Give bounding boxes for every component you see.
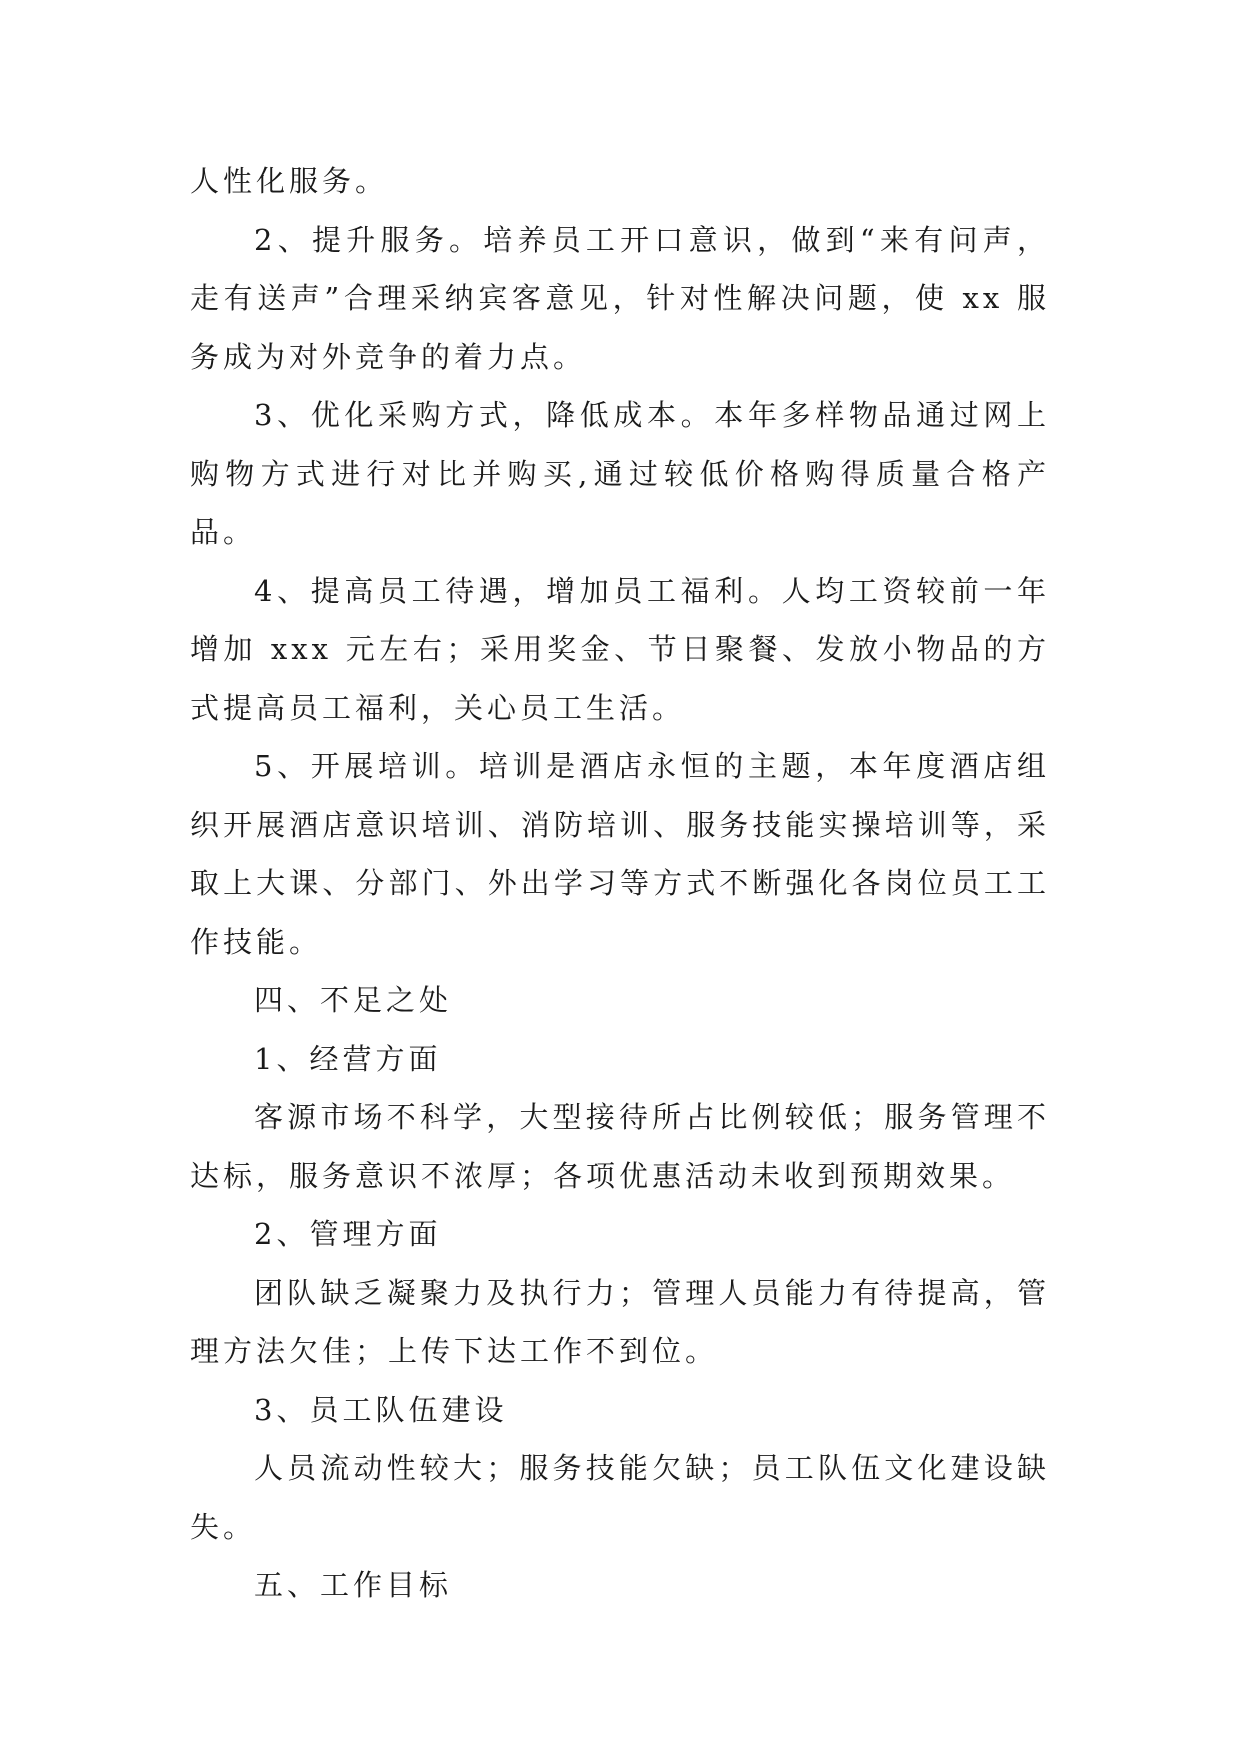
- paragraph-operations: 客源市场不科学，大型接待所占比例较低；服务管理不达标，服务意识不浓厚；各项优惠活动未收到预期效果。: [190, 1100, 1050, 1193]
- paragraph-item-4-benefits: 4、提高员工待遇，增加员工福利。人均工资较前一年增加 xxx 元左右；采用奖金、节日聚餐、发放小物品的方式提高员工福利，关心员工生活。: [190, 573, 1050, 725]
- paragraph-staff: 人员流动性较大；服务技能欠缺；员工队伍文化建设缺失。: [190, 1451, 1050, 1544]
- paragraph-item-5-training: 5、开展培训。培训是酒店永恒的主题，本年度酒店组织开展酒店意识培训、消防培训、服务技能实操培训等，采取上大课、分部门、外出学习等方式不断强化各岗位员工工作技能。: [190, 749, 1050, 959]
- section-heading-goals: 五、工作目标: [254, 1568, 453, 1602]
- subheading-management: 2、管理方面: [254, 1217, 442, 1251]
- section-heading-shortcomings: 四、不足之处: [254, 983, 453, 1017]
- paragraph-management: 团队缺乏凝聚力及执行力；管理人员能力有待提高，管理方法欠佳；上传下达工作不到位。: [190, 1275, 1050, 1368]
- subheading-staff: 3、员工队伍建设: [254, 1392, 508, 1427]
- paragraph-item-2-service: 2、提升服务。培养员工开口意识，做到“来有问声，走有送声”合理采纳宾客意见，针对性解决问题，使 xx 服务成为对外竞争的着力点。: [190, 222, 1050, 374]
- subheading-operations: 1、经营方面: [254, 1041, 442, 1076]
- document-body: [190, 152, 1050, 1615]
- paragraph-item-3-procurement: 3、优化采购方式，降低成本。本年多样物品通过网上购物方式进行对比并购买,通过较低价格购得质量合格产品。: [190, 398, 1050, 549]
- paragraph-continuation: 人性化服务。: [190, 164, 389, 198]
